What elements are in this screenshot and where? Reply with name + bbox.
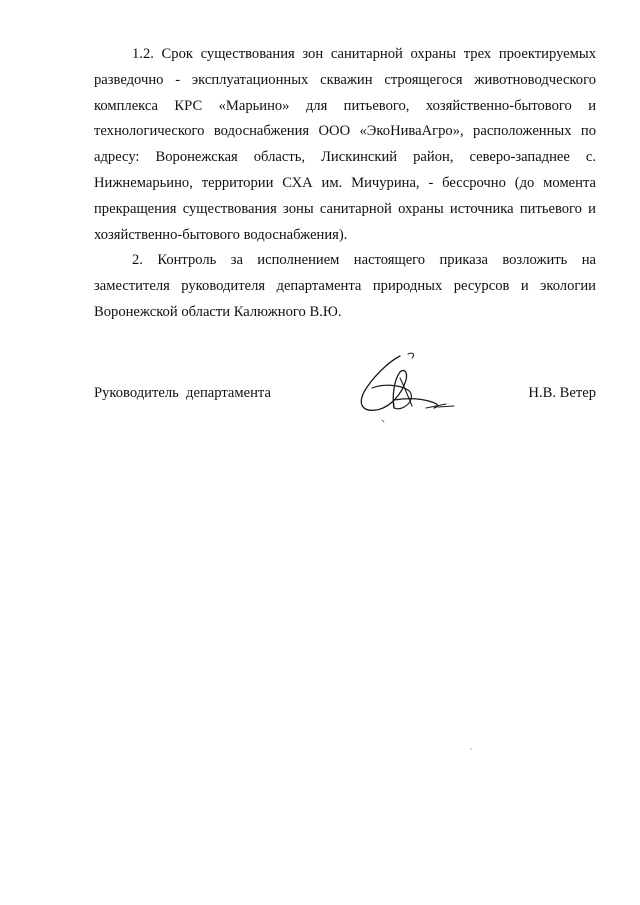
scan-speck (470, 748, 472, 750)
signatory-name: Н.В. Ветер (528, 385, 596, 401)
paragraph-1-2: 1.2. Срок существования зон санитарной охраны трех проектируемых разведочно - эксплуатационных скважин строящегося животноводческого комплекса КРС «Марьино» для питьевого, хозяйственно-бытового и технологического водоснабжения ООО «ЭкоНиваАгро», расположенных по адресу: Воронежская область, Лискинский район, северо-западнее с. Нижнемарьино, территории СХА им. Мичурина, - бессрочно (до момента прекращения существования зоны санитарной охраны источника питьевого и хозяйственно-бытового водоснабжения). (94, 46, 596, 243)
paragraph-2: 2. Контроль за исполнением настоящего приказа возложить на заместителя руководителя департамента природных ресурсов и экологии Воронежской области Калюжного В.Ю. (94, 252, 596, 320)
document-body (94, 42, 596, 326)
signatory-position: Руководитель департамента (94, 385, 271, 401)
handwritten-signature (342, 350, 462, 430)
